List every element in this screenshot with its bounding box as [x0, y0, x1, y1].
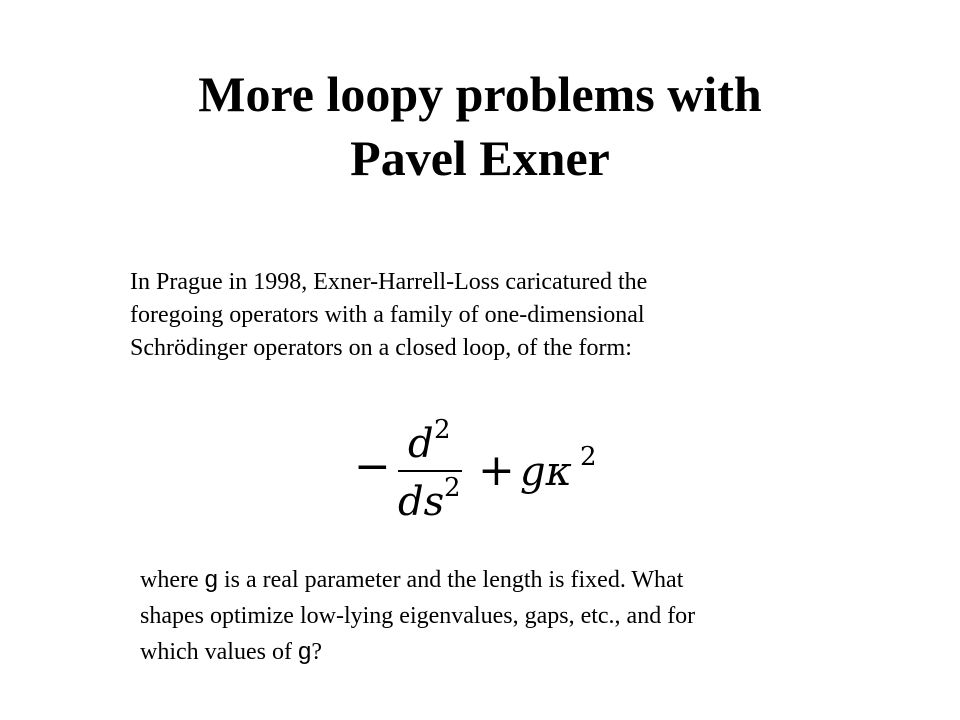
formula-minus: − [354, 441, 391, 492]
parameter-g-2: g [297, 638, 312, 665]
closing-paragraph [140, 562, 900, 670]
intro-line-1: In Prague in 1998, Exner-Harrell-Loss caricatured the [130, 269, 648, 295]
slide-title [0, 62, 960, 190]
closing-line-2: shapes optimize low-lying eigenvalues, gaps, etc., and for [140, 603, 696, 629]
closing-line-3-start: which values of [140, 639, 298, 665]
formula-term: gκ [520, 449, 572, 495]
formula-term-exponent: 2 [580, 442, 597, 472]
slide-title-line-1: More loopy problems with [198, 66, 762, 122]
formula-denominator-exponent: 2 [444, 473, 461, 503]
parameter-g: g [204, 566, 218, 593]
closing-line-3-end: ? [311, 639, 322, 665]
closing-line-1 [140, 562, 900, 598]
formula-numerator-exponent: 2 [434, 415, 451, 445]
formula-denominator: ds [398, 479, 445, 525]
formula-numerator: d [408, 421, 434, 467]
intro-paragraph [130, 266, 850, 365]
closing-line-1-end: is a real parameter and the length is fixed. What [218, 567, 684, 593]
closing-line-3 [140, 634, 900, 670]
intro-line-2: foregoing operators with a family of one-dimensional [130, 302, 645, 328]
closing-line-1-start: where [140, 567, 205, 593]
formula-plus: + [478, 445, 515, 496]
intro-line-3: Schrödinger operators on a closed loop, of the form: [130, 335, 632, 361]
operator-formula [350, 405, 620, 535]
slide-title-line-2: Pavel Exner [350, 130, 610, 186]
